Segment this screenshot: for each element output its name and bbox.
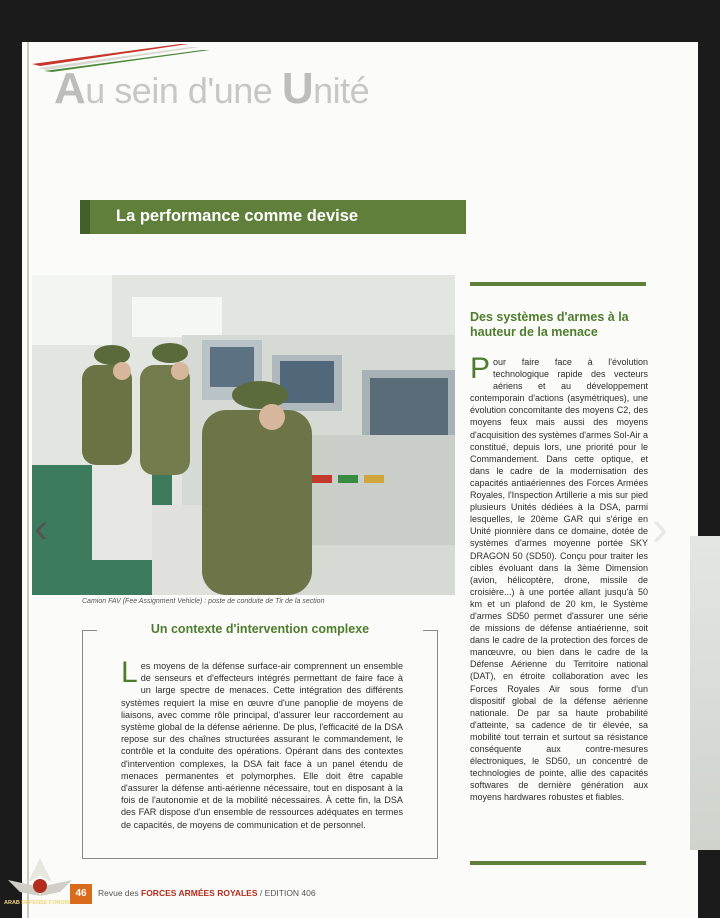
headline-band [80, 200, 466, 234]
right-body-text: our faire face à l'évolution technologique rapide des vecteurs aériens et au développement contemporain d'actions (asymétriques), une évolution concomitante des moyens C2, des moyens feux mais aussi des moyens d'acquisition des systèmes d'armes Sol-Air a constitué, depuis lors, une priorité pour le Commandement. Dans cette optique, et dans le cadre de la modernisation des capacités antiaériennes des Forces Armées Royales, l'Inspection Artillerie a mis sur pied plusieurs Unités dédiées à la DSA, parmi lesquelles, le 20ème GAR qui s'érige en Unité pionnière dans ce domaine, dotée de systèmes d'armes moyenne portée SKY DRAGON 50 (SD50). Conçu pour traiter les cibles évoluant dans la 3ème Dimension (avion, hélicoptère, drone, missile de croisière...) à une portée allant jusqu'à 50 km et un plafond de 20 km, le Système d'armes SD50 permet d'assurer une série de missions de défense antiaérienne, soit dans le cadre de la protection des forces de manœuvre, ou bien dans le cadre de la Défense Aérienne du Territoire national (DAT), en étroite collaboration avec les Forces Royales Air sous forme d'un dispositif global de la défense aérienne nationale. De par sa haute probabilité d'atteinte, sa cadence de tir élevée, sa mobilité tout terrain et surtout sa résistance conséquente aux contre-mesures électroniques, le SD50, un concentré de technologies de pointe, allie des capacités softwares de dernière génération aux moyens hardwares robustes et fiables. [470, 357, 649, 803]
page-binding-line [27, 42, 29, 918]
footer-suffix: / EDITION 406 [257, 888, 316, 898]
headline: La performance comme devise [116, 207, 359, 225]
section-title [54, 64, 369, 114]
section-title-cap-u: U [281, 64, 314, 113]
section-title-end: nité [313, 70, 370, 111]
section-title-part: u sein d'une [85, 70, 282, 111]
box-body-text: es moyens de la défense surface-air comprennent un ensemble de senseurs et d'effecteurs intégrés permettant de faire face à un large spectre de menaces. Cette intégration des différents systèmes requiert la mise en œuvre d'une panoplie de moyens de liaisons, avec comme rôle principal, d'assurer leur raccordement au système global de la défense aérienne. De plus, l'efficacité de la DSA repose sur des chaînes structurées assurant le commandement, le contrôle et la conduite des opérations. Opérant dans des contextes d'intervention complexes, la DSA fait face à un panel étendu de menaces permanentes et polymorphes. Elle doit être capable d'assurer la défense anti-aérienne nécessaire, tout en disposant à la fois de l'autonomie et de la mobilité nécessaires. À cette fin, la DSA des FAR dispose d'un ensemble de ressources adéquates en termes de capacités, de moyens de communication et de personnel. [121, 661, 403, 830]
next-page-preview [690, 536, 720, 850]
forum-logo-icon [0, 852, 80, 918]
footer-accent: FORCES ARMÉES ROYALES [141, 888, 258, 898]
box-body [121, 656, 403, 831]
footer-text [98, 888, 316, 898]
article-photo [32, 275, 455, 595]
section-title-cap-a: A [54, 64, 86, 113]
right-column-title: Des systèmes d'armes à la hauteur de la menace [470, 310, 629, 339]
right-column [470, 282, 648, 803]
box-title: Un contexte d'intervention complexe [150, 622, 370, 636]
magazine-page [22, 42, 698, 918]
footer-prefix: Revue des [98, 888, 141, 898]
context-box [82, 622, 438, 859]
next-page-arrow-icon[interactable]: › [651, 500, 669, 556]
right-bottom-rule [470, 861, 646, 865]
page-number: 46 [70, 884, 92, 904]
photo-caption: Camion FAV (Fee Assignment Vehicle) : poste de conduite de Tir de la section [82, 598, 325, 605]
previous-page-arrow-icon[interactable]: ‹ [34, 504, 48, 551]
right-top-rule [470, 282, 646, 286]
watermark-text: ARAB DEFENSE FORUM [4, 900, 70, 906]
right-column-body [470, 352, 649, 803]
box-dropcap: L [121, 656, 138, 689]
right-dropcap: P [470, 352, 491, 385]
